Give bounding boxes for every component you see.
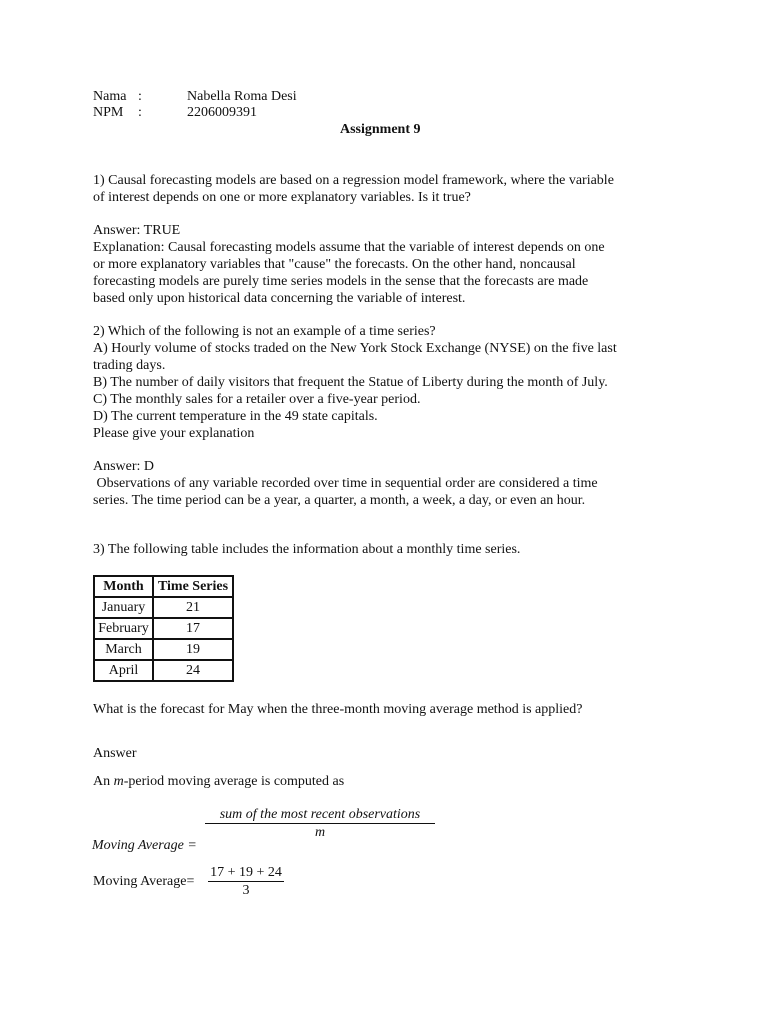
table-header-row	[94, 576, 233, 597]
intro-prefix: An	[93, 774, 114, 789]
table-row	[94, 597, 233, 618]
q1-explanation-line: based only upon historical data concerning the variable of interest.	[93, 291, 466, 306]
q1-explanation-line: or more explanatory variables that "cause" the forecasts. On the other hand, noncausal	[93, 257, 576, 272]
npm-value: 2206009391	[187, 105, 257, 120]
table-cell-month: April	[94, 660, 153, 681]
formula-numerator: sum of the most recent observations	[219, 807, 421, 822]
q2-option-a-cont: trading days.	[93, 358, 166, 373]
table-cell-month: February	[94, 618, 153, 639]
name-label: Nama	[93, 89, 127, 104]
formula-lhs: Moving Average =	[92, 838, 197, 853]
q2-question	[93, 323, 693, 442]
table-header-time-series: Time Series	[153, 576, 233, 597]
q2-option-a: A) Hourly volume of stocks traded on the New York Stock Exchange (NYSE) on the five last	[93, 341, 617, 356]
table-header-month: Month	[94, 576, 153, 597]
q1-question	[93, 172, 693, 206]
table-cell-value: 17	[153, 618, 233, 639]
table-cell-month: January	[94, 597, 153, 618]
moving-average-intro	[93, 773, 344, 790]
q3-question: 3) The following table includes the information about a monthly time series.	[93, 542, 521, 557]
page-title: Assignment 9	[340, 122, 421, 137]
name-colon: :	[138, 89, 142, 104]
q1-question-line: of interest depends on one or more explanatory variables. Is it true?	[93, 190, 471, 205]
table-cell-value: 19	[153, 639, 233, 660]
q2-question-line: 2) Which of the following is not an example of a time series?	[93, 324, 436, 339]
formula-denominator: m	[314, 825, 326, 840]
q1-answer-block	[93, 222, 693, 307]
q2-explanation-line: Observations of any variable recorded over time in sequential order are considered a time	[93, 476, 598, 491]
calc-fraction	[208, 864, 284, 899]
q3-answer-label: Answer	[93, 746, 137, 761]
q3-followup: What is the forecast for May when the three-month moving average method is applied?	[93, 702, 583, 717]
q2-option-c: C) The monthly sales for a retailer over a five-year period.	[93, 392, 421, 407]
intro-m: m	[113, 774, 124, 789]
table-row	[94, 618, 233, 639]
q2-explanation-line: series. The time period can be a year, a quarter, a month, a week, a day, or even an hour.	[93, 493, 586, 508]
q2-instruction: Please give your explanation	[93, 426, 255, 441]
q1-explanation-line: forecasting models are purely time series models in the sense that the forecasts are made	[93, 274, 589, 289]
table-row	[94, 660, 233, 681]
q2-option-b: B) The number of daily visitors that frequent the Statue of Liberty during the month of July.	[93, 375, 608, 390]
table-cell-month: March	[94, 639, 153, 660]
q2-option-d: D) The current temperature in the 49 state capitals.	[93, 409, 378, 424]
q2-answer-block	[93, 458, 693, 509]
npm-label: NPM	[93, 105, 124, 120]
q1-explanation-line: Explanation: Causal forecasting models assume that the variable of interest depends on one	[93, 240, 605, 255]
name-value: Nabella Roma Desi	[187, 89, 297, 104]
table-cell-value: 21	[153, 597, 233, 618]
npm-colon: :	[138, 105, 142, 120]
q2-answer: Answer: D	[93, 459, 155, 474]
formula-fraction	[205, 806, 435, 841]
calc-numerator: 17 + 19 + 24	[210, 865, 282, 880]
q1-question-line: 1) Causal forecasting models are based on a regression model framework, where the variable	[93, 173, 614, 188]
intro-suffix: -period moving average is computed as	[123, 774, 345, 789]
q1-answer: Answer: TRUE	[93, 223, 181, 238]
calc-denominator: 3	[242, 883, 250, 898]
table-row	[94, 639, 233, 660]
time-series-table	[93, 575, 234, 682]
table-cell-value: 24	[153, 660, 233, 681]
calc-lhs: Moving Average=	[93, 874, 195, 889]
